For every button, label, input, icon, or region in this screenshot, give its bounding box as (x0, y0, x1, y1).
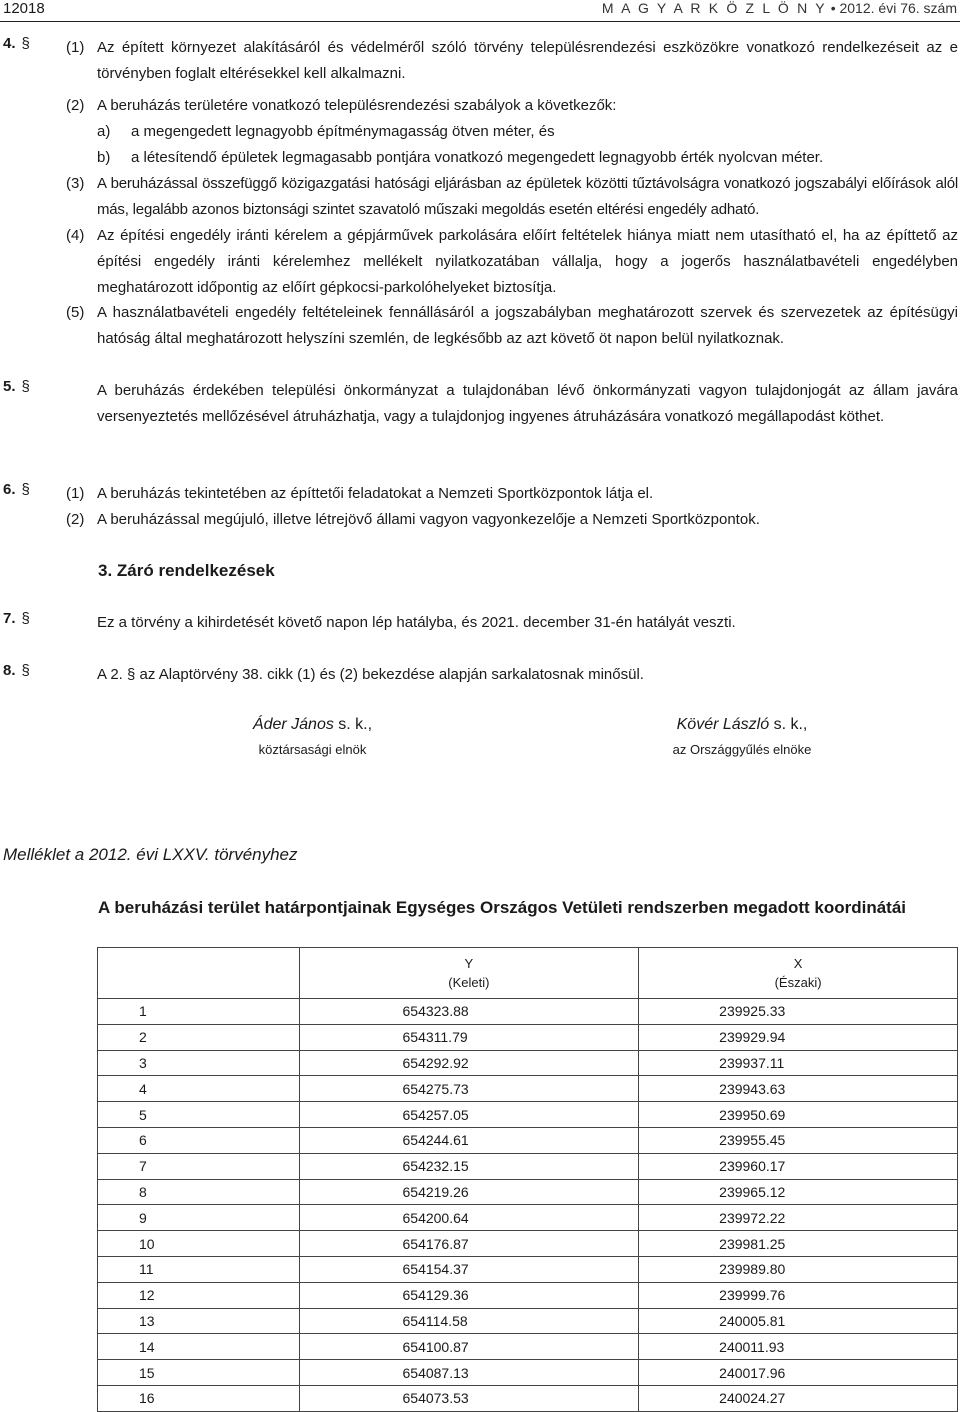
row-x-value: 240005.81 (639, 1308, 958, 1334)
s4-p2b-text: a létesítendő épületek legmagasabb pontjára vonatkozó megengedett legnagyobb érték nyolcvan méter. (131, 149, 824, 166)
chapter-heading: 3. Záró rendelkezések (98, 561, 275, 580)
row-x-value: 240017.96 (639, 1360, 958, 1386)
table-row (98, 1231, 958, 1257)
row-x-value: 239950.69 (639, 1102, 958, 1128)
s4-p5-text: A használatbavételi engedély feltételeinek fennállásáról a jogszabályban meghatározott szervek és szervezetek az építésügyi hatóság által meghatározott helyszíni szemlén, de legkésőbb az azt követő öt napon belül nyilatkoznak. (97, 304, 958, 347)
s6-p1-label: (1) (66, 485, 85, 502)
header-rule (0, 21, 960, 22)
row-x-value: 240024.27 (639, 1385, 958, 1411)
table-row (98, 999, 958, 1025)
section-6-number: 6. § (3, 481, 30, 498)
row-y-value: 654200.64 (299, 1205, 639, 1231)
signature-right (622, 716, 862, 757)
section-5-number: 5. § (3, 378, 30, 395)
issue-label: 2012. évi 76. szám (839, 0, 957, 16)
row-x-value: 239955.45 (639, 1127, 958, 1153)
row-index: 1 (98, 999, 300, 1025)
row-index: 15 (98, 1360, 300, 1386)
annex-label: Melléklet a 2012. évi LXXV. törvényhez (3, 845, 298, 864)
row-index: 13 (98, 1308, 300, 1334)
table-row (98, 1385, 958, 1411)
row-x-value: 239981.25 (639, 1231, 958, 1257)
signer-left-role: köztársasági elnök (258, 742, 367, 757)
header-index-cell (98, 948, 300, 999)
s4-p3-label: (3) (66, 175, 85, 192)
signature-left (200, 716, 425, 757)
row-x-value: 239972.22 (639, 1205, 958, 1231)
table-row (98, 1127, 958, 1153)
row-index: 2 (98, 1024, 300, 1050)
signer-right-suffix: s. k., (769, 716, 808, 733)
row-x-value: 239965.12 (639, 1179, 958, 1205)
table-row (98, 1282, 958, 1308)
row-index: 3 (98, 1050, 300, 1076)
row-y-value: 654154.37 (299, 1256, 639, 1282)
row-index: 16 (98, 1385, 300, 1411)
s7-text: Ez a törvény a kihirdetését követő napon lép hatályba, és 2021. december 31-én hatályát veszti. (97, 614, 736, 631)
table-row (98, 1050, 958, 1076)
coordinates-table (97, 947, 958, 1412)
s4-p2a-text: a megengedett legnagyobb építménymagasság ötven méter, és (131, 123, 555, 140)
header-x-cell (639, 948, 958, 999)
table-header-row (98, 948, 958, 999)
row-y-value: 654100.87 (299, 1334, 639, 1360)
table-row (98, 1334, 958, 1360)
row-y-value: 654129.36 (299, 1282, 639, 1308)
signer-left-suffix: s. k., (333, 716, 373, 733)
page-number: 12018 (3, 0, 45, 17)
signer-right-name: Kövér László (676, 716, 770, 733)
s4-p1-text: Az épített környezet alakításáról és védelméről szóló törvény településrendezési eszközökre vonatkozó rendelkezéseit az e törvényben foglalt eltérésekkel kell alkalmazni. (97, 39, 958, 82)
s4-p1-label: (1) (66, 39, 85, 56)
header-y-cell (299, 948, 639, 999)
section-8-number: 8. § (3, 662, 30, 679)
annex-title: A beruházási terület határpontjainak Egységes Országos Vetületi rendszerben megadott koordinátái (98, 898, 907, 917)
row-y-value: 654244.61 (299, 1127, 639, 1153)
table-row (98, 1102, 958, 1128)
row-y-value: 654275.73 (299, 1076, 639, 1102)
table-row (98, 1360, 958, 1386)
table-row (98, 1256, 958, 1282)
header-y-sub: (Keleti) (448, 975, 490, 990)
row-x-value: 239943.63 (639, 1076, 958, 1102)
table-row (98, 1205, 958, 1231)
signer-left-name: Áder János (252, 716, 334, 733)
row-y-value: 654176.87 (299, 1231, 639, 1257)
s4-p2a-label: a) (97, 123, 111, 140)
row-y-value: 654311.79 (299, 1024, 639, 1050)
table-row (98, 1076, 958, 1102)
row-y-value: 654087.13 (299, 1360, 639, 1386)
publication-name: M A G Y A R K Ö Z L Ö N Y (601, 0, 827, 16)
section-7-number: 7. § (3, 610, 30, 627)
table-row (98, 1024, 958, 1050)
row-y-value: 654292.92 (299, 1050, 639, 1076)
row-index: 14 (98, 1334, 300, 1360)
table-row (98, 1153, 958, 1179)
row-x-value: 239999.76 (639, 1282, 958, 1308)
row-x-value: 240011.93 (639, 1334, 958, 1360)
s5-text: A beruházás érdekében települési önkormányzat a tulajdonában lévő önkormányzati vagyon tulajdonjogát az állam javára versenyeztetés mellőzésével átruházhatja, vagy a tulajdonjog ingyenes átruházására vonatkozó megállapodást köthet. (97, 382, 958, 425)
s4-p5-label: (5) (66, 304, 85, 321)
row-index: 11 (98, 1256, 300, 1282)
row-index: 10 (98, 1231, 300, 1257)
row-index: 4 (98, 1076, 300, 1102)
row-y-value: 654219.26 (299, 1179, 639, 1205)
publication-info (602, 0, 957, 16)
row-index: 8 (98, 1179, 300, 1205)
header-y: Y (464, 956, 474, 971)
section-4-number: 4. § (3, 35, 30, 52)
s4-p4-text: Az építési engedély iránti kérelem a gépjárművek parkolására előírt feltételek hiánya miatt nem utasítható el, ha az építtető az építési engedély iránti kérelemhez mellékelt nyilatkozatában vállalja, hogy a jogerős használatbavételi engedélyben meghatározott időpontig az előírt gépkocsi-parkolóhelyeket biztosítja. (97, 227, 958, 296)
table-row (98, 1308, 958, 1334)
s6-p1-text: A beruházás tekintetében az építtetői feladatokat a Nemzeti Sportközpontok látja el. (97, 485, 654, 502)
page-header (0, 0, 960, 22)
header-x-sub: (Északi) (774, 975, 822, 990)
signer-right-role: az Országgyűlés elnöke (672, 742, 812, 757)
s8-text: A 2. § az Alaptörvény 38. cikk (1) és (2) bekezdése alapján sarkalatosnak minősül. (97, 666, 644, 683)
s4-p2-text: A beruházás területére vonatkozó településrendezési szabályok a következők: (97, 97, 617, 114)
row-x-value: 239989.80 (639, 1256, 958, 1282)
header-x: X (793, 956, 803, 971)
row-x-value: 239960.17 (639, 1153, 958, 1179)
row-x-value: 239929.94 (639, 1024, 958, 1050)
row-index: 5 (98, 1102, 300, 1128)
table-row (98, 1179, 958, 1205)
row-y-value: 654114.58 (299, 1308, 639, 1334)
row-y-value: 654232.15 (299, 1153, 639, 1179)
row-index: 12 (98, 1282, 300, 1308)
row-y-value: 654073.53 (299, 1385, 639, 1411)
row-index: 9 (98, 1205, 300, 1231)
bullet-separator: • (830, 0, 836, 16)
row-x-value: 239937.11 (639, 1050, 958, 1076)
s4-p4-label: (4) (66, 227, 85, 244)
row-index: 7 (98, 1153, 300, 1179)
s6-p2-text: A beruházással megújuló, illetve létrejövő állami vagyon vagyonkezelője a Nemzeti Sportközpontok. (97, 511, 760, 528)
row-index: 6 (98, 1127, 300, 1153)
row-x-value: 239925.33 (639, 999, 958, 1025)
s4-p2b-label: b) (97, 149, 111, 166)
s6-p2-label: (2) (66, 511, 85, 528)
s4-p2-label: (2) (66, 97, 85, 114)
row-y-value: 654257.05 (299, 1102, 639, 1128)
row-y-value: 654323.88 (299, 999, 639, 1025)
s4-p3-text: A beruházással összefüggő közigazgatási hatósági eljárásban az épületek közötti tűztávolságra vonatkozó jogszabályi előírások alól más, legalább azonos biztonsági szintet szavatoló műszaki megoldás esetén eltérési engedély adható. (97, 175, 958, 218)
